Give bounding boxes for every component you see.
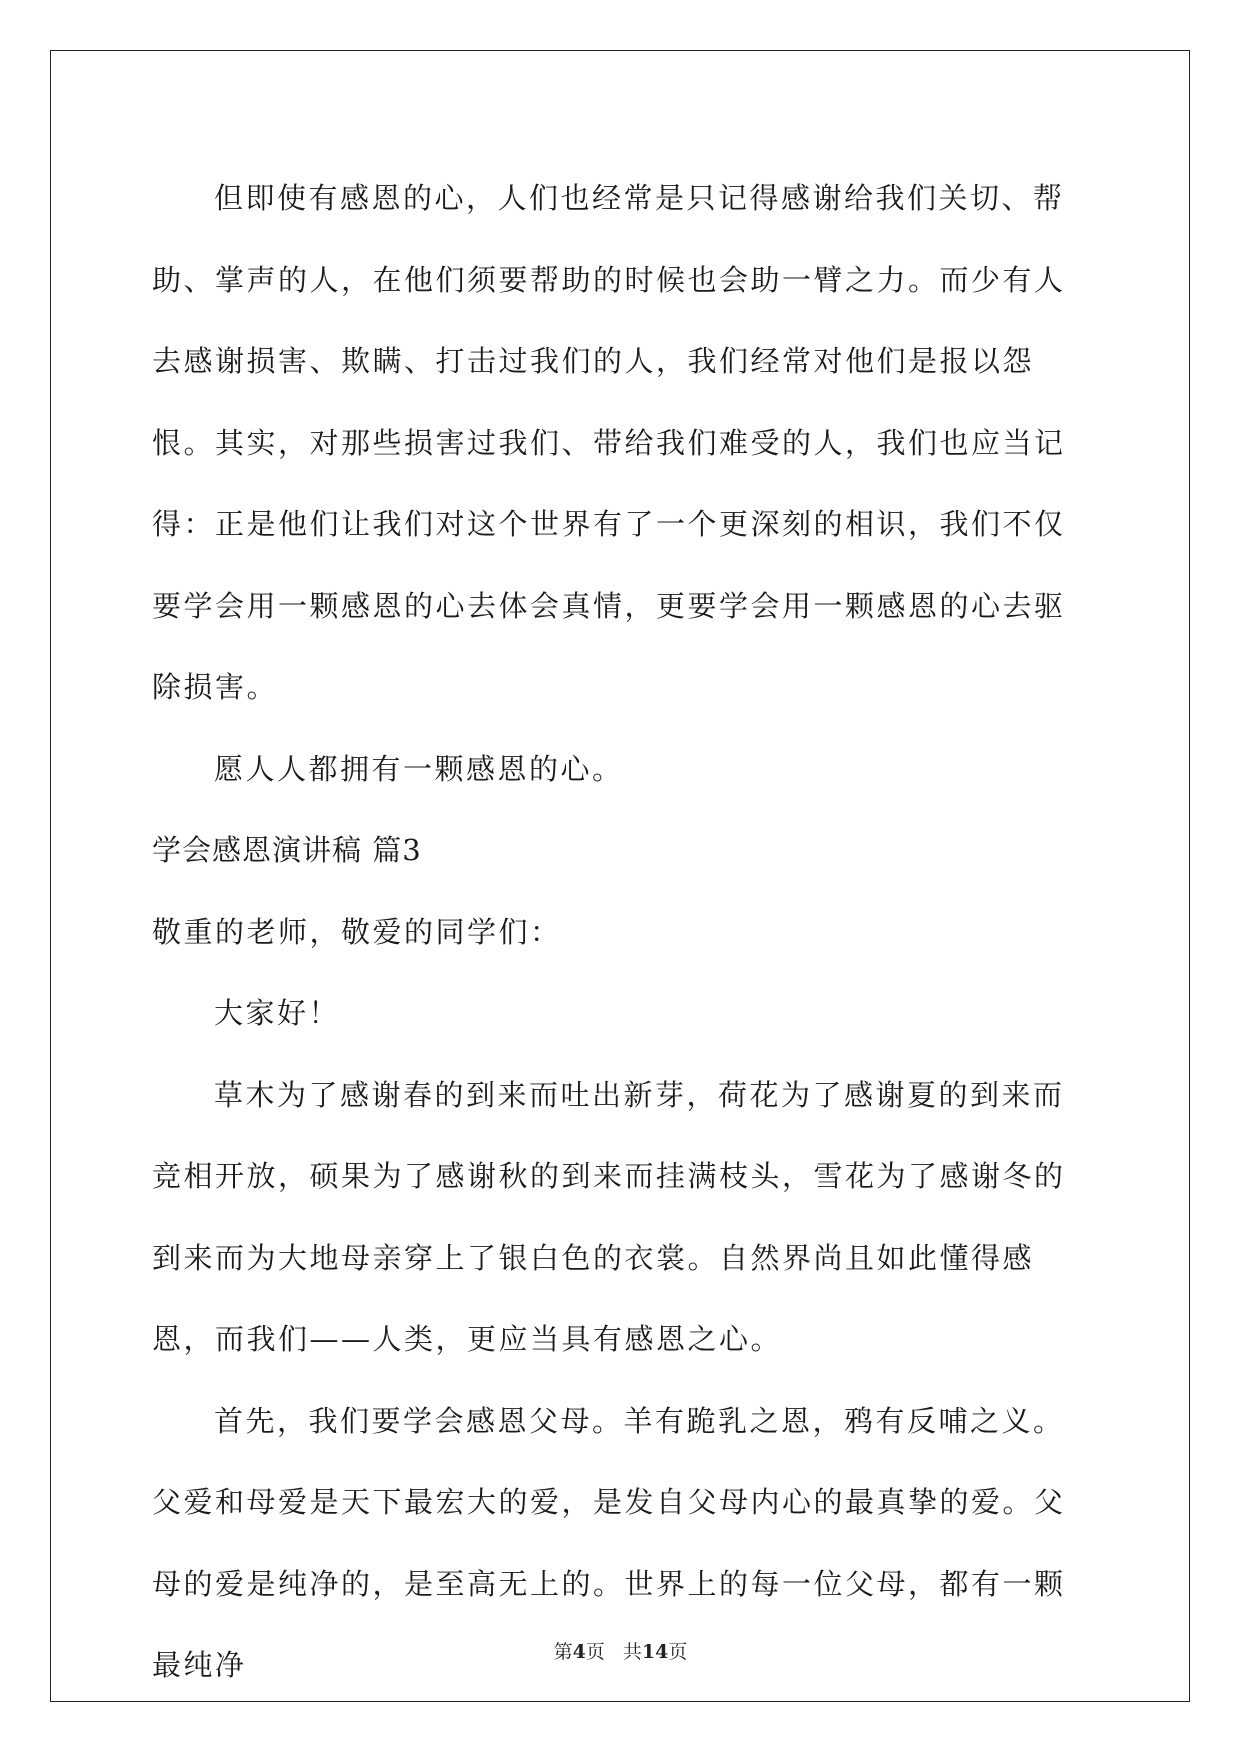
document-body <box>152 158 1092 1707</box>
paragraph: 但即使有感恩的心，人们也经常是只记得感谢给我们关切、帮助、掌声的人，在他们须要帮助的时候也会助一臂之力。而少有人去感谢损害、欺瞒、打击过我们的人，我们经常对他们是报以怨恨。其实，对那些损害过我们、带给我们难受的人，我们也应当记得：正是他们让我们对这个世界有了一个更深刻的相识，我们不仅要学会用一颗感恩的心去体会真情，更要学会用一颗感恩的心去驱除损害。 <box>152 181 1066 704</box>
current-page-number: 4 <box>572 1641 586 1663</box>
page-footer <box>0 1637 1241 1664</box>
footer-total-prefix: 共 <box>622 1641 642 1663</box>
greeting: 大家好！ <box>214 996 341 1030</box>
footer-prefix: 第 <box>553 1641 573 1663</box>
paragraph: 愿人人都拥有一颗感恩的心。 <box>214 751 624 786</box>
paragraph: 草木为了感谢春的到来而吐出新芽，荷花为了感谢夏的到来而竞相开放，硕果为了感谢秋的到来而挂满枝头，雪花为了感谢冬的到来而为大地母亲穿上了银白色的衣裳。自然界尚且如此懂得感恩，而我们——人类，更应当具有感恩之心。 <box>152 1077 1066 1356</box>
footer-total-suffix: 页 <box>668 1641 688 1663</box>
footer-page-word: 页 <box>585 1641 605 1663</box>
paragraph: 首先，我们要学会感恩父母。羊有跪乳之恩，鸦有反哺之义。父爱和母爱是天下最宏大的爱，是发自父母内心的最真挚的爱。父母的爱是纯净的，是至高无上的。世界上的每一位父母，都有一颗最纯净 <box>152 1403 1066 1682</box>
salutation: 敬重的老师，敬爱的同学们： <box>152 914 562 949</box>
total-page-count: 14 <box>641 1641 669 1663</box>
section-heading: 学会感恩演讲稿 篇3 <box>152 833 422 867</box>
